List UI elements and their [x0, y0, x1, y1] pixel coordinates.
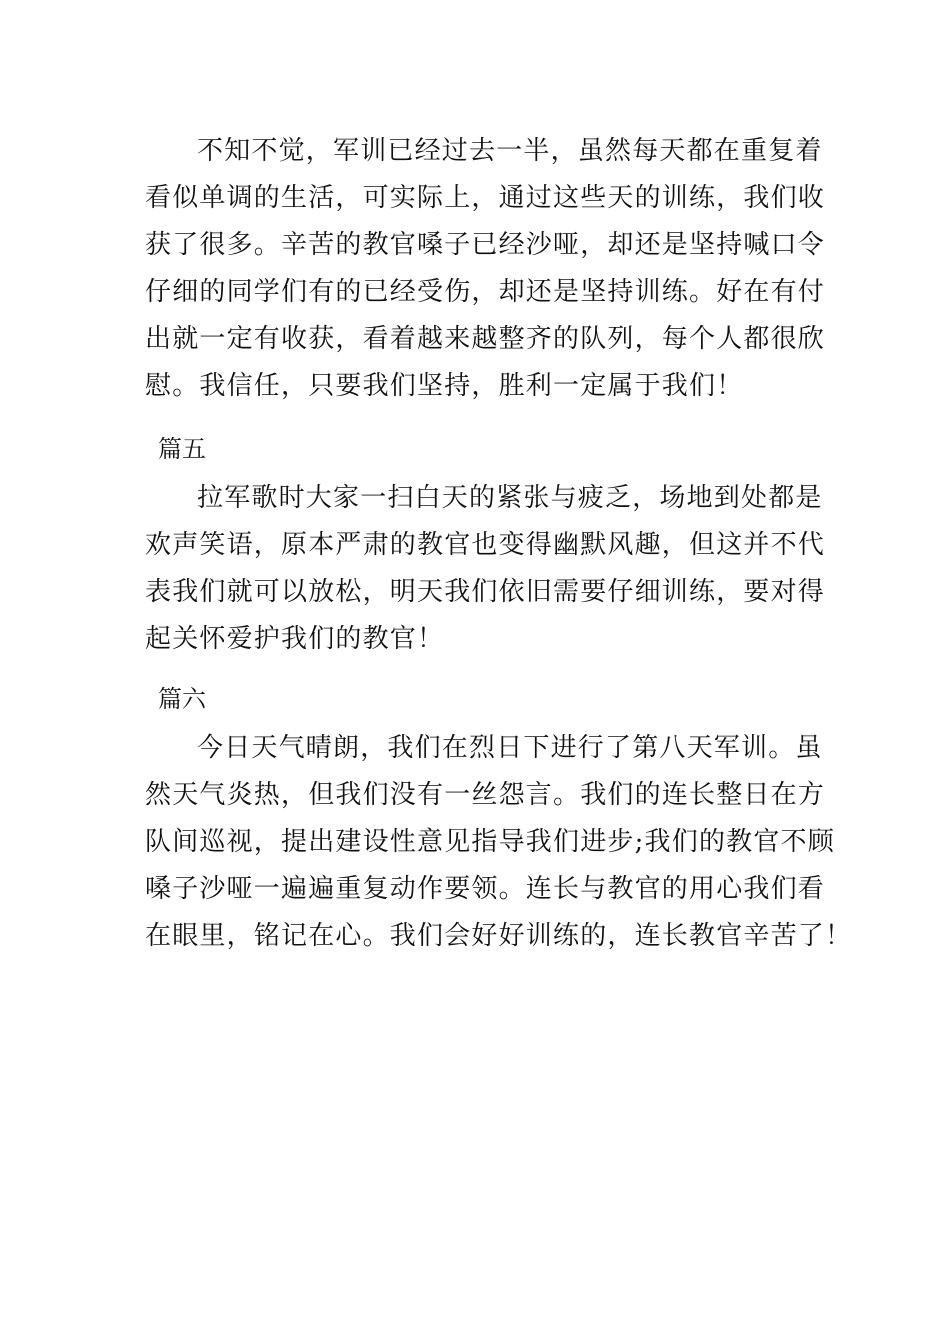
section-6-line-5: 在眼里，铭记在心。我们会好好训练的，连长教官辛苦了！: [145, 921, 853, 951]
section-5-heading: 篇五: [158, 435, 206, 463]
section-5-line-4: 起关怀爱护我们的教官！: [145, 624, 445, 654]
paragraph-1-line-2: 看似单调的生活，可实际上，通过这些天的训练，我们收: [145, 183, 826, 213]
section-5-line-2: 欢声笑语，原本严肃的教官也变得幽默风趣，但这并不代: [145, 530, 826, 560]
paragraph-1-line-1: 不知不觉，军训已经过去一半，虽然每天都在重复着: [197, 136, 823, 166]
section-6-line-3: 队间巡视，提出建设性意见指导我们进步;我们的教官不顾: [145, 827, 835, 857]
section-6-line-4: 嗓子沙哑一遍遍重复动作要领。连长与教官的用心我们看: [145, 874, 826, 904]
section-5-line-1: 拉军歌时大家一扫白天的紧张与疲乏，场地到处都是: [197, 483, 823, 513]
paragraph-1-line-5: 出就一定有收获，看着越来越整齐的队列，每个人都很欣: [145, 324, 826, 354]
paragraph-1-line-6: 慰。我信任，只要我们坚持，胜利一定属于我们！: [145, 371, 744, 401]
section-6-line-2: 然天气炎热，但我们没有一丝怨言。我们的连长整日在方: [145, 780, 826, 810]
section-6-line-1: 今日天气晴朗，我们在烈日下进行了第八天军训。虽: [197, 733, 823, 763]
section-6-heading: 篇六: [158, 685, 206, 713]
section-5-line-3: 表我们就可以放松，明天我们依旧需要仔细训练，要对得: [145, 577, 826, 607]
paragraph-1-line-3: 获了很多。辛苦的教官嗓子已经沙哑，却还是坚持喊口令: [145, 230, 826, 260]
paragraph-1-line-4: 仔细的同学们有的已经受伤，却还是坚持训练。好在有付: [145, 277, 826, 307]
